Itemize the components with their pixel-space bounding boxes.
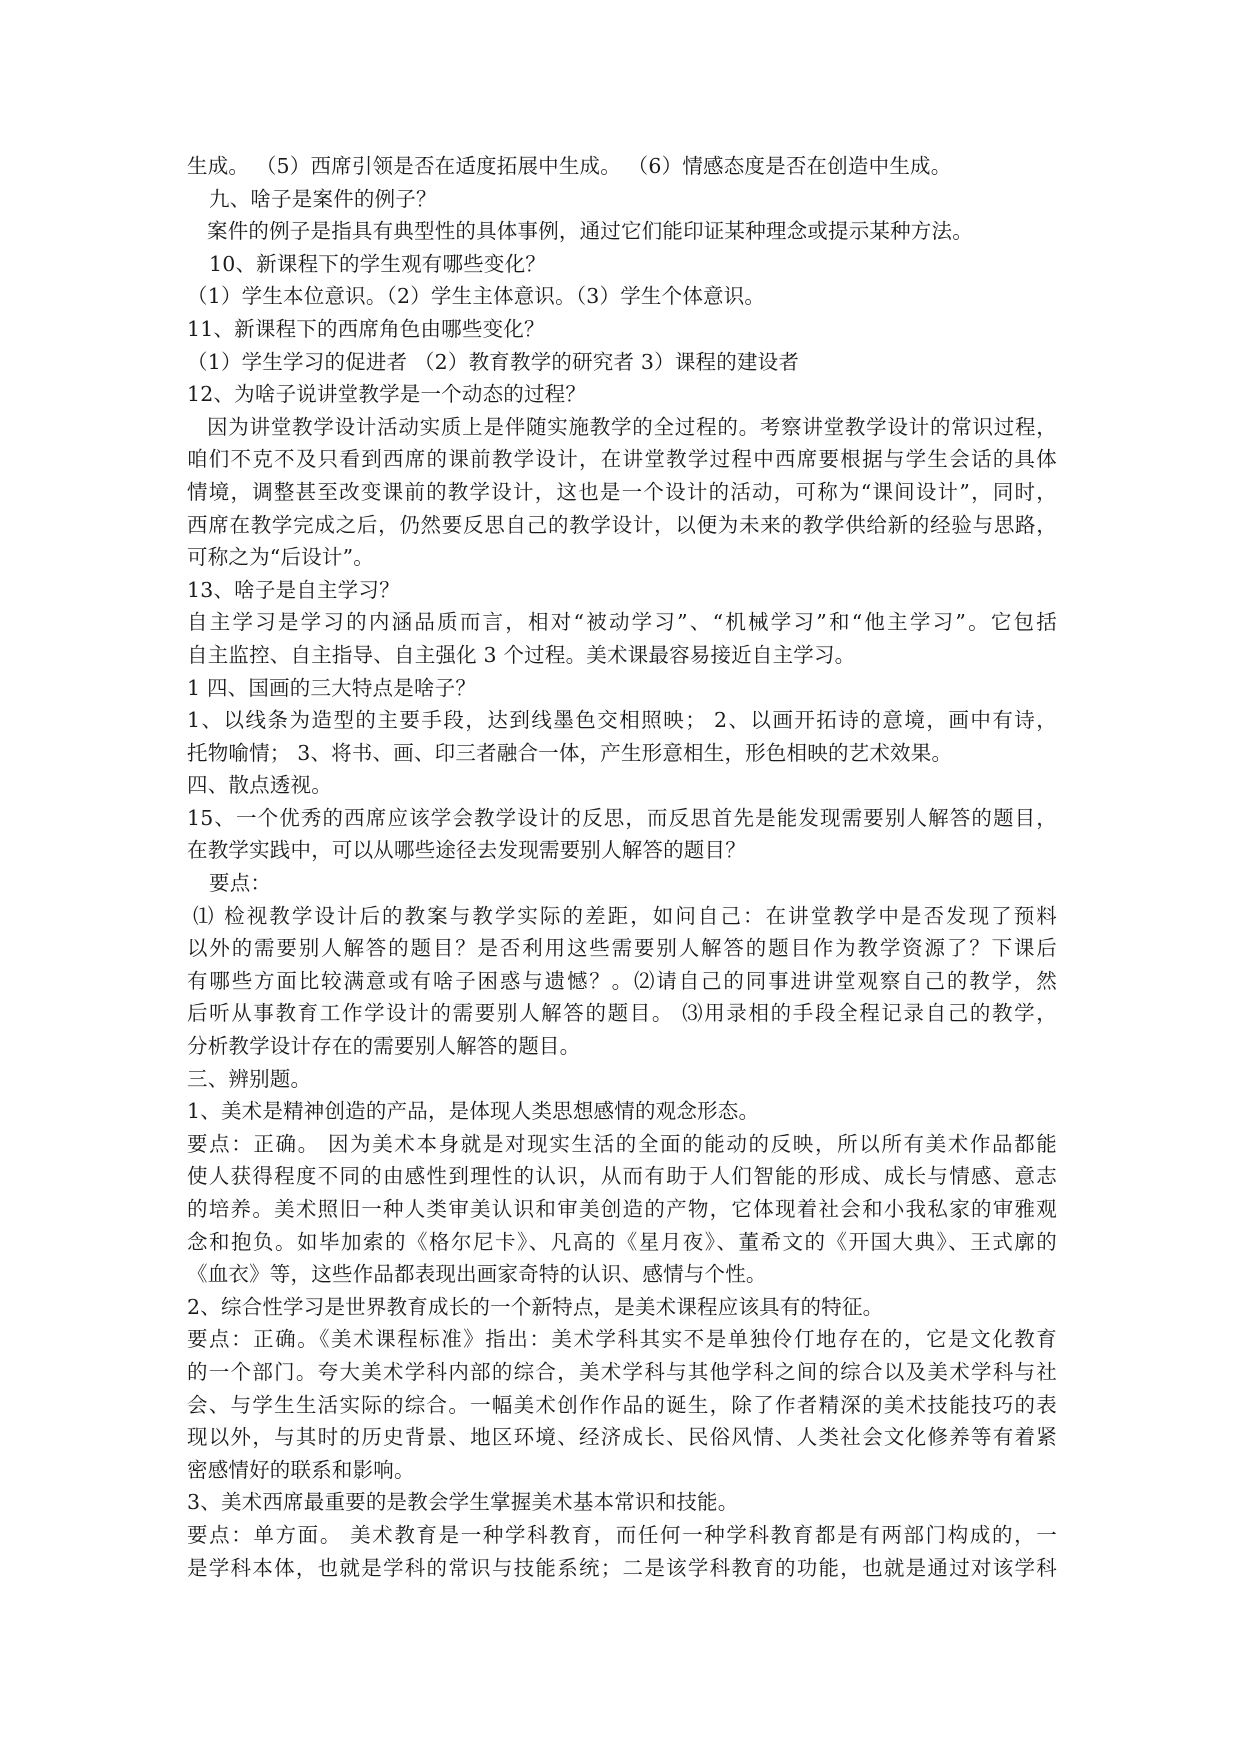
text-line: 15、一个优秀的西席应该学会教学设计的反思，而反思首先是能发现需要别人解答的题目， [187,805,1057,830]
text-line: 会、与学生生活实际的综合。一幅美术创作作品的诞生，除了作者精深的美术技能技巧的表 [187,1392,1057,1417]
text-line: （1）学生学习的促进者 （2）教育教学的研究者 3）课程的建设者 [187,349,800,374]
text-line: 13、啥子是自主学习？ [187,577,400,602]
text-line: 要点： [209,871,272,896]
text-line: 后听从事教育工作学设计的需要别人解答的题目。 ⑶用录相的手段全程记录自己的教学， [187,1001,1057,1026]
text-line: 分析教学设计存在的需要别人解答的题目。 [187,1034,581,1059]
text-line: 现以外，与其时的历史背景、地区环境、经济成长、民俗风情、人类社会文化修养等有着紧 [187,1425,1057,1450]
text-line: 12、为啥子说讲堂教学是一个动态的过程？ [187,382,587,407]
text-line: 是学科本体，也就是学科的常识与技能系统；二是该学科教育的功能，也就是通过对该学科 [187,1555,1057,1580]
text-line: （1）学生本位意识。（2）学生主体意识。（3）学生个体意识。 [187,284,766,309]
text-line: 四、散点透视。 [187,773,332,798]
text-line: 1、以线条为造型的主要手段，达到线墨色交相照映； 2、以画开拓诗的意境，画中有诗， [187,708,1057,733]
text-line: 1 四、国画的三大特点是啥子？ [187,675,477,700]
text-line: 3、美术西席最重要的是教会学生掌握美术基本常识和技能。 [187,1490,739,1515]
text-line: 因为讲堂教学设计活动实质上是伴随实施教学的全过程的。考察讲堂教学设计的常识过程， [207,414,1057,439]
text-line: 要点：正确。《美术课程标准》指出：美术学科其实不是单独伶仃地存在的，它是文化教育 [187,1327,1057,1352]
text-line: 2、综合性学习是世界教育成长的一个新特点，是美术课程应该具有的特征。 [187,1294,884,1319]
text-line: 11、新课程下的西席角色由哪些变化？ [187,316,545,341]
text-line: 念和抱负。如毕加索的《格尔尼卡》、凡高的《星月夜》、董希文的《开国大典》、王式廓的 [187,1229,1057,1254]
text-line: 咱们不克不及只看到西席的课前教学设计，在讲堂教学过程中西席要根据与学生会话的具体 [187,447,1057,472]
text-line: 托物喻情； 3、将书、画、印三者融合一体，产生形意相生，形色相映的艺术效果。 [187,740,953,765]
text-line: 要点：单方面。 美术教育是一种学科教育，而任何一种学科教育都是有两部门构成的，一 [187,1522,1057,1547]
document-body [187,150,1057,1584]
text-line: 可称之为“后设计”。 [187,545,374,570]
text-line: 要点：正确。 因为美术本身就是对现实生活的全面的能动的反映，所以所有美术作品都能 [187,1131,1057,1156]
text-line: 以外的需要别人解答的题目？是否利用这些需要别人解答的题目作为教学资源了？下课后 [187,936,1057,961]
text-line: 《血衣》等，这些作品都表现出画家奇特的认识、感情与个性。 [187,1262,767,1287]
text-line: 在教学实践中，可以从哪些途径去发现需要别人解答的题目？ [187,838,746,863]
text-line: 使人获得程度不同的由感性到理性的认识，从而有助于人们智能的形成、成长与情感、意志 [187,1164,1057,1189]
text-line: 西席在教学完成之后，仍然要反思自己的教学设计，以便为未来的教学供给新的经验与思路， [187,512,1057,537]
text-line: 九、啥子是案件的例子？ [209,186,437,211]
text-line: 自主监控、自主指导、自主强化 3 个过程。美术课最容易接近自主学习。 [187,642,856,667]
text-line: 的一个部门。夸大美术学科内部的综合，美术学科与其他学科之间的综合以及美术学科与社 [187,1359,1057,1384]
text-line: 1、美术是精神创造的产品，是体现人类思想感情的观念形态。 [187,1099,760,1124]
text-line: 生成。 （5）西席引领是否在适度拓展中生成。 （6）情感态度是否在创造中生成。 [187,154,952,178]
text-line: 的培养。美术照旧一种人类审美认识和审美创造的产物，它体现着社会和小我私家的审雅观 [187,1197,1057,1221]
text-line: ⑴ 检视教学设计后的教案与教学实际的差距，如问自己：在讲堂教学中是否发现了预料 [193,903,1057,928]
text-line: 三、辨别题。 [187,1066,312,1091]
text-line: 有哪些方面比较满意或有啥子困惑与遗憾？。⑵请自己的同事进讲堂观察自己的教学，然 [187,968,1057,993]
text-line: 自主学习是学习的内涵品质而言，相对“被动学习”、“机械学习”和“他主学习”。它包括 [187,610,1057,635]
text-line: 案件的例子是指具有典型性的具体事例，通过它们能印证某种理念或提示某种方法。 [207,219,973,244]
text-line: 10、新课程下的学生观有哪些变化？ [209,251,546,276]
text-line: 密感情好的联系和影响。 [187,1457,415,1482]
text-line: 情境，调整甚至改变课前的教学设计，这也是一个设计的活动，可称为“课间设计”，同时， [187,479,1057,504]
